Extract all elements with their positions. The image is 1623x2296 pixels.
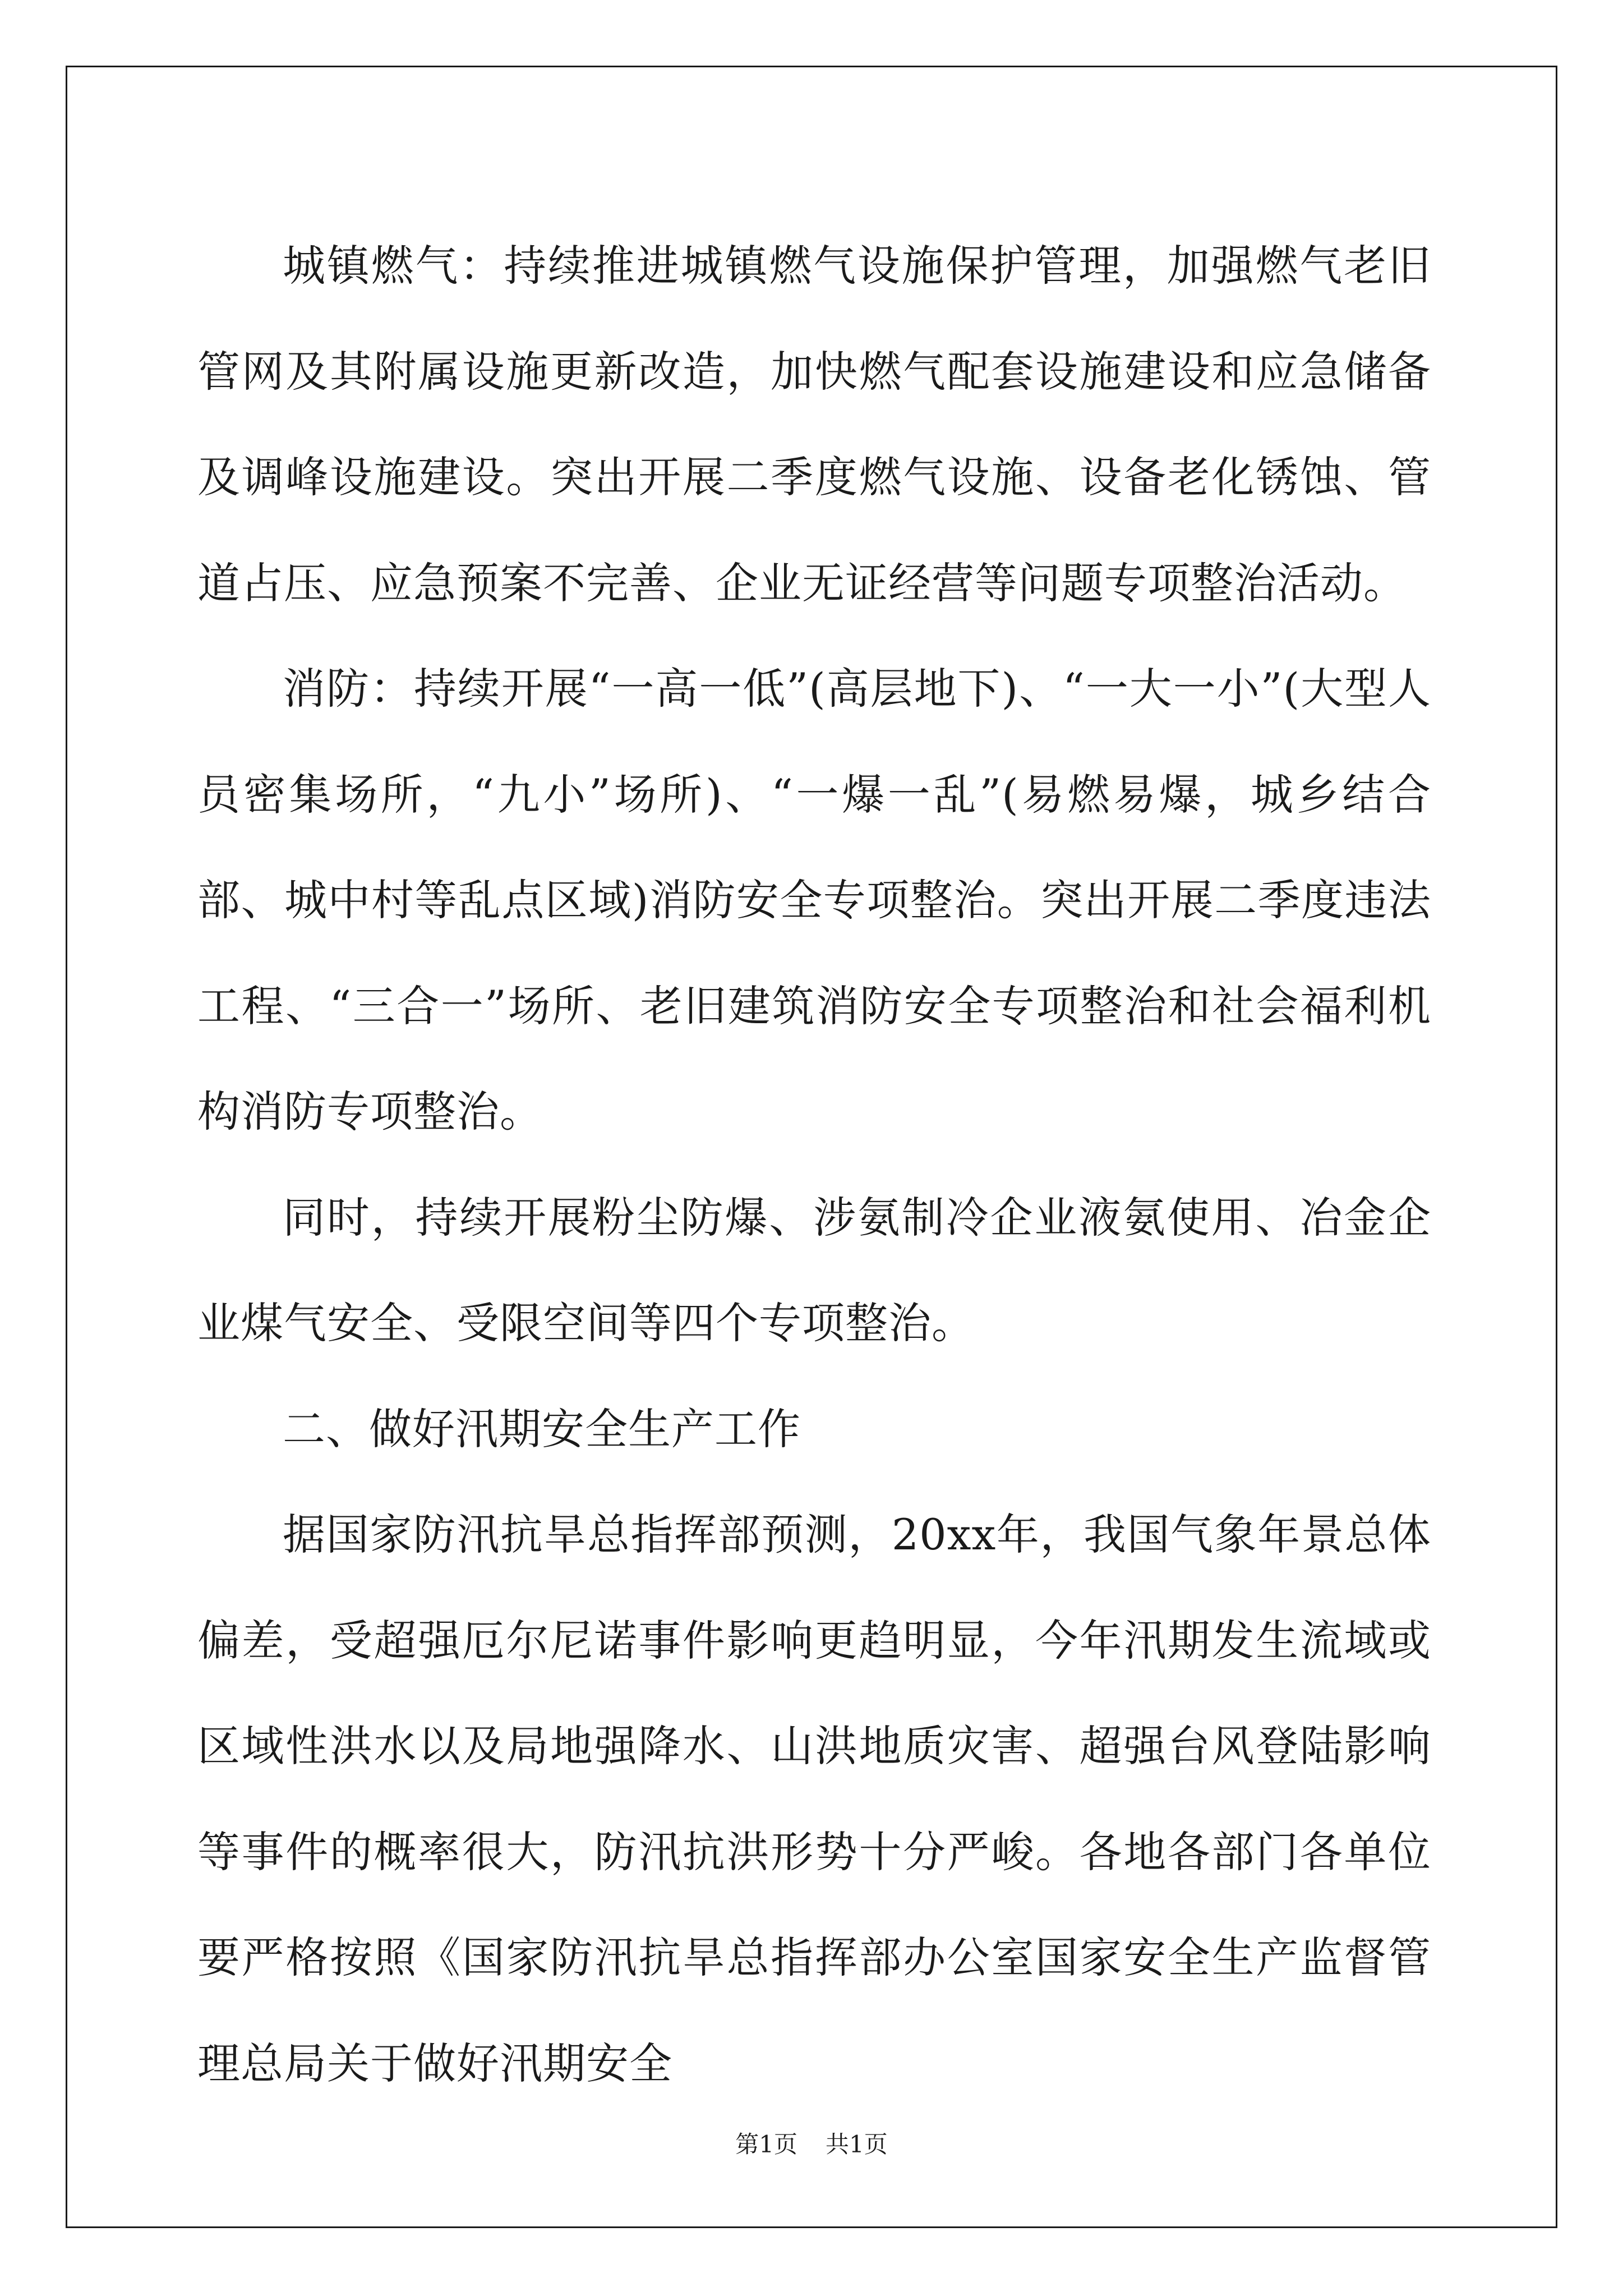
page-number: 第1页	[735, 2131, 797, 2158]
page-total: 共1页	[826, 2131, 888, 2158]
page-footer	[0, 2126, 1623, 2160]
paragraph-gas: 城镇燃气：持续推进城镇燃气设施保护管理，加强燃气老旧管网及其附属设施更新改造，加快燃气配套设施建设和应急储备及调峰设施建设。突出开展二季度燃气设施、设备老化锈蚀、管道占压、应急预案不完善、企业无证经营等问题专项整治活动。	[197, 241, 1431, 608]
document-body	[197, 213, 1431, 2116]
section-heading: 二、做好汛期安全生产工作	[283, 1404, 801, 1454]
paragraph-flood-season: 据国家防汛抗旱总指挥部预测，20xx年，我国气象年景总体偏差，受超强厄尔尼诺事件影响更趋明显，今年汛期发生流域或区域性洪水以及局地强降水、山洪地质灾害、超强台风登陆影响等事件的概率很大，防汛抗洪形势十分严峻。各地各部门各单位要严格按照《国家防汛抗旱总指挥部办公室国家安全生产监督管理总局关于做好汛期安全	[197, 1510, 1431, 2088]
paragraph-special-rectification: 同时，持续开展粉尘防爆、涉氨制冷企业液氨使用、冶金企业煤气安全、受限空间等四个专项整治。	[197, 1192, 1431, 1348]
paragraph-fire: 消防：持续开展“一高一低”(高层地下)、“一大一小”(大型人员密集场所，“九小”场所)、“一爆一乱”(易燃易爆，城乡结合部、城中村等乱点区域)消防安全专项整治。突出开展二季度违法工程、“三合一”场所、老旧建筑消防安全专项整治和社会福利机构消防专项整治。	[197, 664, 1431, 1137]
